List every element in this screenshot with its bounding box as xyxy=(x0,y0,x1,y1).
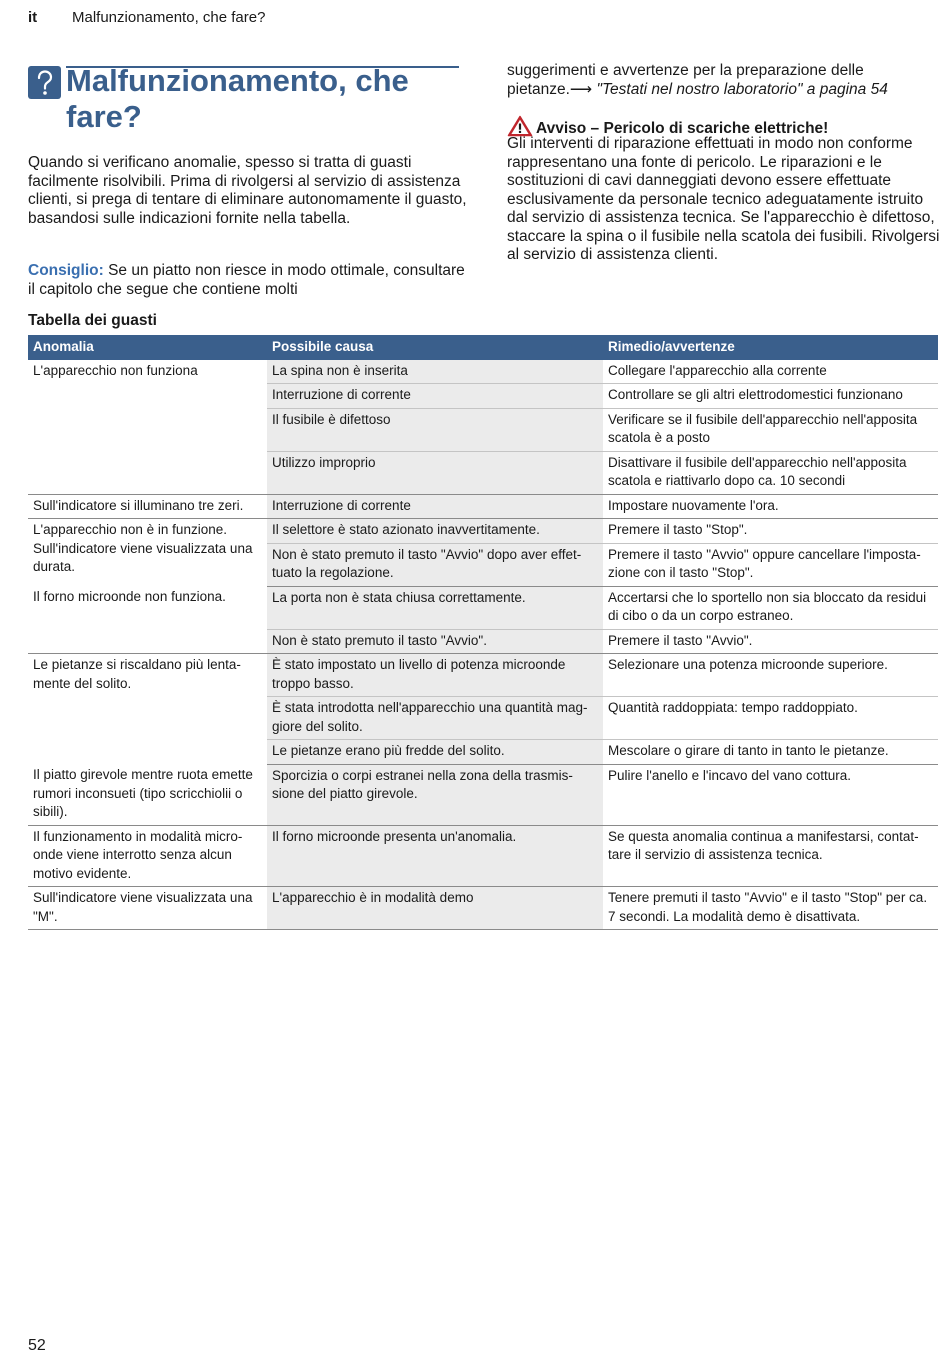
remedy-cell: Premere il tasto "Avvio" oppure cancellare l'imposta-zione con il tasto "Stop". xyxy=(603,543,938,586)
cause-cell: Sporcizia o corpi estranei nella zona della trasmis-sione del piatto girevole. xyxy=(267,764,603,825)
warning-body: Gli interventi di riparazione effettuati in modo non conforme rappresentano una fonte di pericolo. Le riparazioni e le sostituzioni di cavi danneggiati devono essere effettuate esclusivamente da personale tecnico adeguatamente istruito dal servizio di assistenza tecnica. Se l'apparecchio è difettoso, staccare la spina o il fusibile nella scatola dei fusibili. Rivolgersi al servizio di assistenza clienti. xyxy=(507,135,940,263)
problem-cell xyxy=(28,451,267,494)
cause-cell: Il forno microonde presenta un'anomalia. xyxy=(267,825,603,887)
cause-cell: È stato impostato un livello di potenza microonde troppo basso. xyxy=(267,654,603,697)
cause-cell: È stata introdotta nell'apparecchio una quantità mag-giore del solito. xyxy=(267,697,603,740)
tip-continuation xyxy=(507,62,947,99)
cause-cell: Non è stato premuto il tasto "Avvio". xyxy=(267,629,603,654)
cause-cell: Utilizzo improprio xyxy=(267,451,603,494)
problem-cell xyxy=(28,408,267,451)
problem-cell xyxy=(28,384,267,409)
remedy-cell: Mescolare o girare di tanto in tanto le pietanze. xyxy=(603,740,938,765)
table-row xyxy=(28,586,938,629)
column-header-remedy: Rimedio/avvertenze xyxy=(603,335,938,360)
table-row xyxy=(28,887,938,930)
problem-cell xyxy=(28,629,267,654)
remedy-cell: Se questa anomalia continua a manifestarsi, contat-tare il servizio di assistenza tecnica. xyxy=(603,825,938,887)
tip-label: Consiglio: xyxy=(28,262,104,279)
remedy-cell: Premere il tasto "Avvio". xyxy=(603,629,938,654)
table-row xyxy=(28,764,938,825)
table-row xyxy=(28,494,938,519)
problem-cell: Sull'indicatore viene visualizzata una "M". xyxy=(28,887,267,930)
remedy-cell: Disattivare il fusibile dell'apparecchio nell'apposita scatola e riattivarlo dopo ca. 10 secondi xyxy=(603,451,938,494)
table-title: Tabella dei guasti xyxy=(28,312,157,329)
tip-continuation-text: suggerimenti e avvertenze per la preparazione delle pietanze. xyxy=(507,62,864,98)
table-row xyxy=(28,360,938,384)
tip-text: Se un piatto non riesce in modo ottimale, consultare il capitolo che segue che contiene molti xyxy=(28,262,465,298)
header-language: it xyxy=(28,9,38,26)
cause-cell: Interruzione di corrente xyxy=(267,494,603,519)
cause-cell: La spina non è inserita xyxy=(267,360,603,384)
table-row xyxy=(28,654,938,697)
table-header-row xyxy=(28,335,938,360)
cause-cell: Le pietanze erano più fredde del solito. xyxy=(267,740,603,765)
cross-reference-link[interactable]: "Testati nel nostro laboratorio" a pagina 54 xyxy=(596,80,888,98)
table-row xyxy=(28,629,938,654)
problem-cell: Le pietanze si riscaldano più lenta-mente del solito. xyxy=(33,657,241,691)
remedy-cell: Selezionare una potenza microonde superiore. xyxy=(603,654,938,697)
remedy-cell: Controllare se gli altri elettrodomestici funzionano xyxy=(603,384,938,409)
problem-cell: Il forno microonde non funziona. xyxy=(33,589,226,604)
warning-title-text: Avviso – Pericolo di scariche elettriche! xyxy=(536,119,829,137)
page-title-line1: Malfunzionamento, che xyxy=(66,63,409,98)
remedy-cell: Pulire l'anello e l'incavo del vano cottura. xyxy=(603,764,938,825)
table-row xyxy=(28,825,938,887)
remedy-cell: Premere il tasto "Stop". xyxy=(603,519,938,544)
remedy-cell: Impostare nuovamente l'ora. xyxy=(603,494,938,519)
table-row xyxy=(28,384,938,409)
remedy-cell: Accertarsi che lo sportello non sia bloccato da residui di cibo o da un corpo estraneo. xyxy=(603,586,938,629)
column-header-problem: Anomalia xyxy=(28,335,267,360)
header-title: Malfunzionamento, che fare? xyxy=(72,9,266,26)
table-row xyxy=(28,451,938,494)
remedy-cell: Verificare se il fusibile dell'apparecchio nell'apposita scatola è a posto xyxy=(603,408,938,451)
cross-reference-arrow-icon: ⟶ xyxy=(569,80,593,98)
remedy-cell: Quantità raddoppiata: tempo raddoppiato. xyxy=(603,697,938,740)
tip-paragraph xyxy=(28,262,468,299)
question-mark-icon xyxy=(28,66,61,99)
page-title-line2: fare? xyxy=(66,99,142,134)
page-number: 52 xyxy=(28,1337,46,1354)
intro-paragraph: Quando si verificano anomalie, spesso si tratta di guasti facilmente risolvibili. Prima di rivolgersi al servizio di assistenza clienti, si prega di tentare di eliminare autonomamente il guasto, basandosi sulle indicazioni fornite nella tabella. xyxy=(28,154,467,227)
table-row xyxy=(28,408,938,451)
cause-cell: Il fusibile è difettoso xyxy=(267,408,603,451)
cause-cell: La porta non è stata chiusa correttamente. xyxy=(267,586,603,629)
cause-cell: Non è stato premuto il tasto "Avvio" dopo aver effet-tuato la regolazione. xyxy=(267,543,603,586)
fault-table xyxy=(28,335,938,930)
table-row xyxy=(28,519,938,544)
cause-cell: Interruzione di corrente xyxy=(267,384,603,409)
problem-cell: L'apparecchio non è in funzione. Sull'indicatore viene visualizzata una durata. xyxy=(33,522,253,574)
page-title xyxy=(66,63,466,135)
problem-cell: Il piatto girevole mentre ruota emette rumori inconsueti (tipo scricchiolii o sibili). xyxy=(28,764,267,825)
cause-cell: Il selettore è stato azionato inavvertitamente. xyxy=(267,519,603,544)
remedy-cell: Tenere premuti il tasto "Avvio" e il tasto "Stop" per ca. 7 secondi. La modalità demo è disattivata. xyxy=(603,887,938,930)
problem-cell: Il funzionamento in modalità micro-onde viene interrotto senza alcun motivo evidente. xyxy=(28,825,267,887)
remedy-cell: Collegare l'apparecchio alla corrente xyxy=(603,360,938,384)
problem-cell: Sull'indicatore si illuminano tre zeri. xyxy=(28,494,267,519)
problem-cell: L'apparecchio non funziona xyxy=(33,362,198,378)
column-header-cause: Possibile causa xyxy=(267,335,603,360)
cause-cell: L'apparecchio è in modalità demo xyxy=(267,887,603,930)
